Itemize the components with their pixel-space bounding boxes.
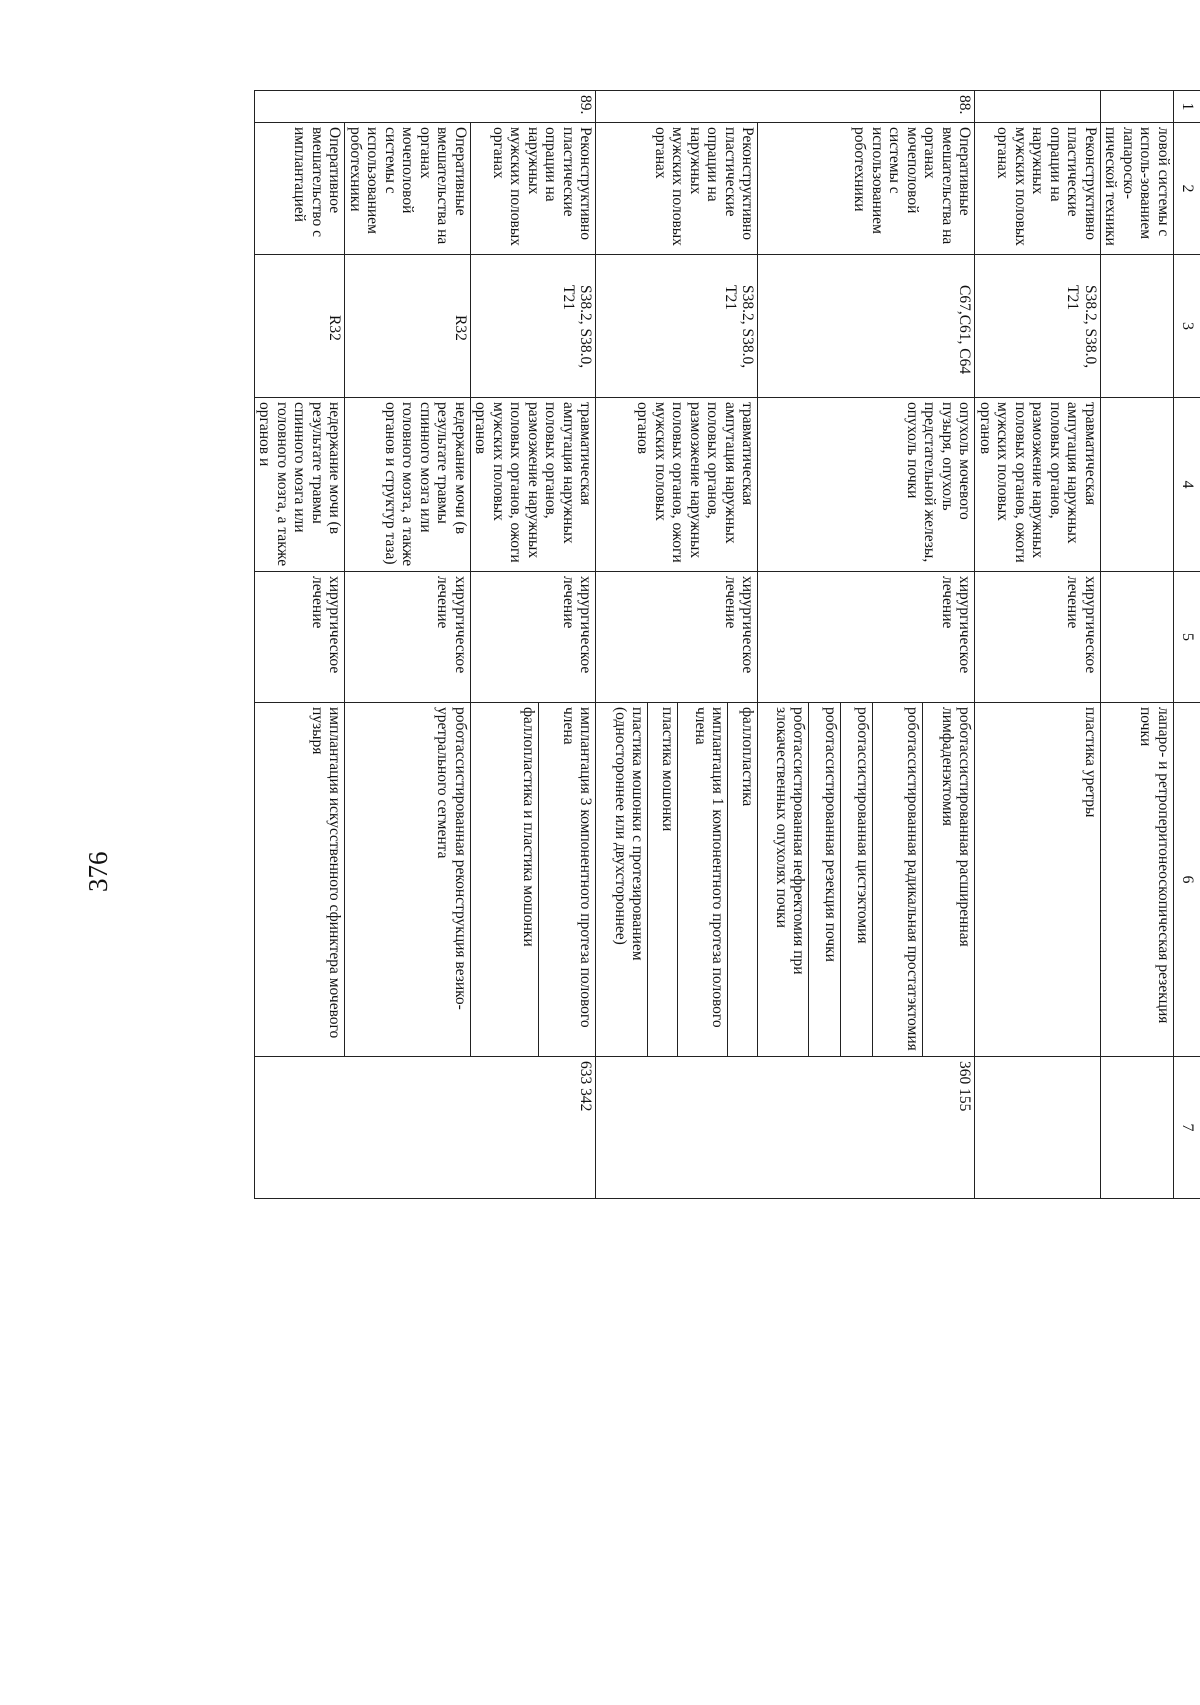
- table-row: [923, 91, 975, 1199]
- icd-code-cell: C67,C61, C64: [758, 255, 975, 398]
- patient-model-cell: [1101, 398, 1174, 572]
- profile-cell: Оперативные вмешательства на органах мочеполовой системы с использованием роботехники: [345, 123, 471, 255]
- treatment-type-cell: хирургическое лечение: [471, 572, 597, 703]
- patient-model-cell: недержание мочи (в результате травмы спинного мозга или головного мозга, а также органов и структур таза): [345, 398, 471, 572]
- profile-cell: Реконструктивно пластические опрации на наружных мужских половых органах: [471, 123, 597, 255]
- column-number: 6: [1174, 703, 1200, 1057]
- services-table: [254, 90, 1200, 1199]
- icd-code-cell: R32: [255, 255, 346, 398]
- treatment-method-cell: пластика мошонки с протезированием (одностороннее или двухстороннее): [596, 703, 648, 1057]
- norm-cost-cell: [1101, 1057, 1174, 1199]
- treatment-type-cell: [1101, 572, 1174, 703]
- norm-cost-cell: 633 342: [255, 1057, 597, 1199]
- table-row: [975, 91, 1101, 1199]
- icd-code-cell: S38.2, S38.0, T21: [596, 255, 758, 398]
- norm-cost-cell: 360 155: [596, 1057, 975, 1199]
- profile-cell: Оперативное вмешательство с имплантацией: [255, 123, 346, 255]
- treatment-method-cell: пластика уретры: [975, 703, 1101, 1057]
- table-row: [345, 91, 471, 1199]
- column-number: 5: [1174, 572, 1200, 703]
- row-number-cell: [975, 91, 1101, 123]
- treatment-method-cell: фаллопластика: [728, 703, 758, 1057]
- treatment-method-cell: роботассистированная цистэктомия: [841, 703, 873, 1057]
- table-row: [1101, 91, 1174, 1199]
- treatment-method-cell: роботассистированная резекция почки: [809, 703, 841, 1057]
- row-number-cell: 89.: [255, 91, 597, 123]
- column-number: 3: [1174, 255, 1200, 398]
- icd-code-cell: [1101, 255, 1174, 398]
- profile-cell: Реконструктивно пластические опрации на наружных мужских половых органах: [975, 123, 1101, 255]
- patient-model-cell: травматическая ампутация наружных половых органов, размозжение наружных половых органов, ожоги мужских половых органов: [596, 398, 758, 572]
- treatment-method-cell: имплантация искусственного сфинктера мочевого пузыря: [255, 703, 346, 1057]
- icd-code-cell: S38.2, S38.0, T21: [471, 255, 597, 398]
- treatment-type-cell: хирургическое лечение: [255, 572, 346, 703]
- column-number: 1: [1174, 91, 1200, 123]
- row-number-cell: [1101, 91, 1174, 123]
- patient-model-cell: недержание мочи (в результате травмы спинного мозга или головного мозга, а также органов и: [255, 398, 346, 572]
- treatment-type-cell: хирургическое лечение: [975, 572, 1101, 703]
- table-row: [255, 91, 346, 1199]
- page-number: 376: [83, 851, 113, 892]
- treatment-type-cell: хирургическое лечение: [596, 572, 758, 703]
- row-number-cell: 88.: [596, 91, 975, 123]
- table-row: [539, 91, 596, 1199]
- icd-code-cell: S38.2, S38.0, T21: [975, 255, 1101, 398]
- profile-cell: ловой системы с исполь-зованием лапароско-пической техники: [1101, 123, 1174, 255]
- treatment-type-cell: хирургическое лечение: [758, 572, 975, 703]
- norm-cost-cell: [975, 1057, 1101, 1199]
- treatment-method-cell: имплантация 3 компонентного протеза полового члена: [539, 703, 596, 1057]
- column-number: 2: [1174, 123, 1200, 255]
- treatment-method-cell: роботассистированная нефректомия при злокачественных опухолях почки: [758, 703, 809, 1057]
- treatment-method-cell: имплантация 1 компонентного протеза полового члена: [678, 703, 728, 1057]
- treatment-type-cell: хирургическое лечение: [345, 572, 471, 703]
- column-number: 4: [1174, 398, 1200, 572]
- patient-model-cell: опухоль мочевого пузыря, опухоль предстательной железы, опухоль почки: [758, 398, 975, 572]
- treatment-method-cell: лапаро- и ретроперитонеоскопическая резекция почки: [1101, 703, 1174, 1057]
- profile-cell: Реконструктивно пластические опрации на наружных мужских половых органах: [596, 123, 758, 255]
- treatment-method-cell: пластика мошонки: [648, 703, 678, 1057]
- table-row: [728, 91, 758, 1199]
- rotated-table-container: [254, 90, 1200, 1199]
- patient-model-cell: травматическая ампутация наружных половых органов, размозжение наружных половых органов, ожоги мужских половых органов: [471, 398, 597, 572]
- treatment-method-cell: роботассистированная расширенная лимфаденэктомия: [923, 703, 975, 1057]
- patient-model-cell: травматическая ампутация наружных половых органов, размозжение наружных половых органов, ожоги мужских половых органов: [975, 398, 1101, 572]
- treatment-method-cell: роботассистированная радикальная простатэктомия: [873, 703, 923, 1057]
- column-number: 7: [1174, 1057, 1200, 1199]
- icd-code-cell: R32: [345, 255, 471, 398]
- treatment-method-cell: фаллопластика и пластика мошонки: [471, 703, 539, 1057]
- treatment-method-cell: роботассистированная реконструкция везико-уретрального сегмента: [345, 703, 471, 1057]
- column-number-row: [1174, 91, 1200, 1199]
- profile-cell: Оперативные вмешательства на органах мочеполовой системы с использованием роботехники: [758, 123, 975, 255]
